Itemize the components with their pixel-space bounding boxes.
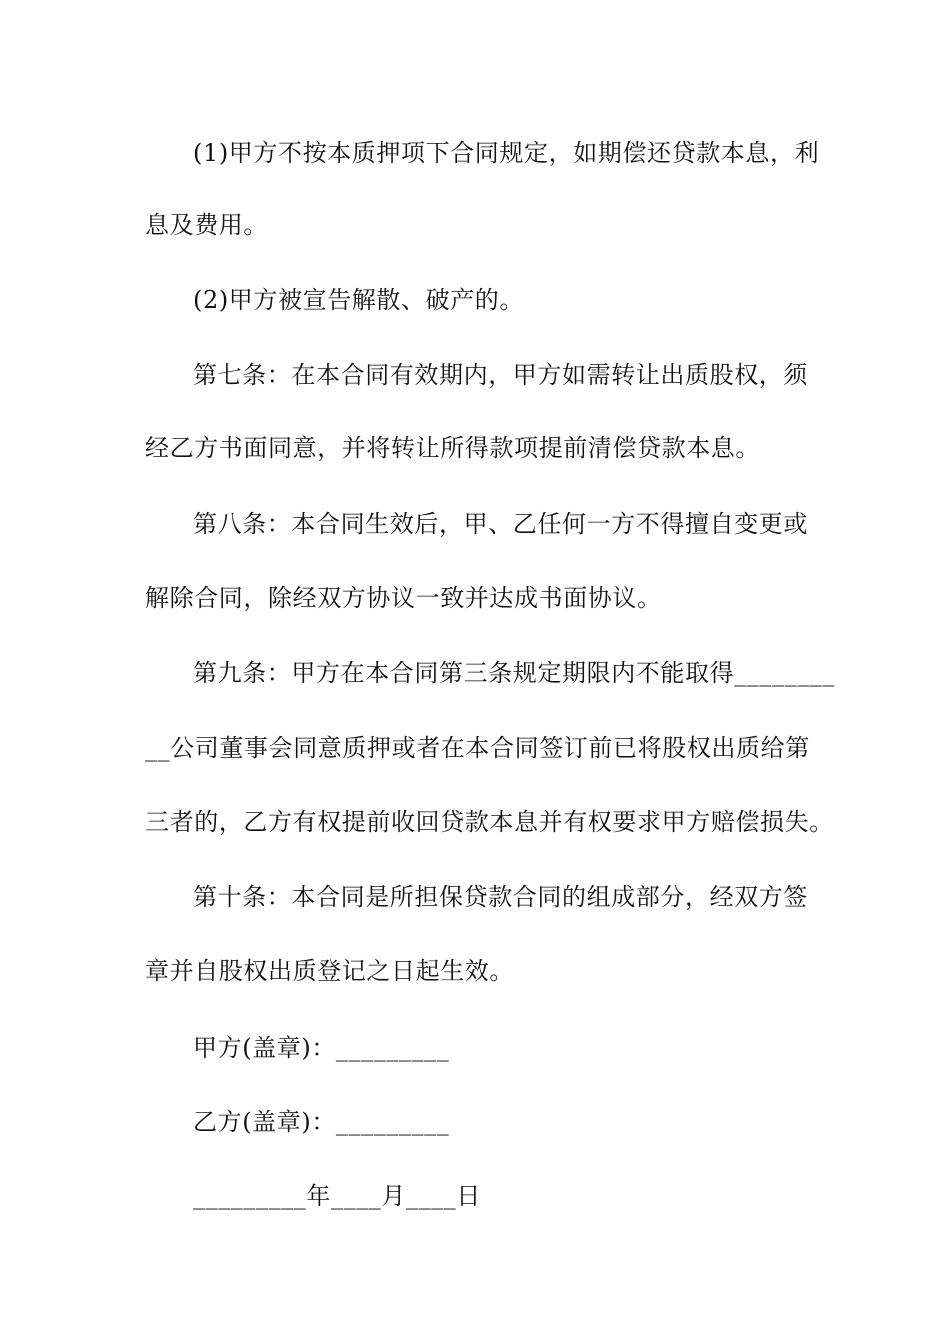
paragraph-line: 三者的，乙方有权提前收回贷款本息并有权要求甲方赔偿损失。 [145,808,834,836]
paragraph-line: 第十条：本合同是所担保贷款合同的组成部分，经双方签 [193,883,808,911]
paragraph-line: 第八条：本合同生效后，甲、乙任何一方不得擅自变更或 [193,510,808,538]
paragraph-line: 经乙方书面同意，并将转让所得款项提前清偿贷款本息。 [145,434,760,462]
paragraph-line: 息及费用。 [145,211,268,239]
paragraph-line: (2)甲方被宣告解散、破产的。 [193,286,524,314]
party-b-signature: 乙方(盖章)：_________ [193,1108,450,1136]
paragraph-line: (1)甲方不按本质押项下合同规定，如期偿还贷款本息，利 [193,139,820,167]
paragraph-line: __公司董事会同意质押或者在本合同签订前已将股权出质给第 [145,734,810,762]
paragraph-line: 第九条：甲方在本合同第三条规定期限内不能取得________ [193,659,835,687]
party-a-signature: 甲方(盖章)：_________ [193,1034,450,1062]
paragraph-line: 解除合同，除经双方协议一致并达成书面协议。 [145,584,662,612]
paragraph-line: 第七条：在本合同有效期内，甲方如需转让出质股权，须 [193,361,808,389]
signature-date: _________年____月____日 [193,1182,481,1210]
paragraph-line: 章并自股权出质登记之日起生效。 [145,957,514,985]
